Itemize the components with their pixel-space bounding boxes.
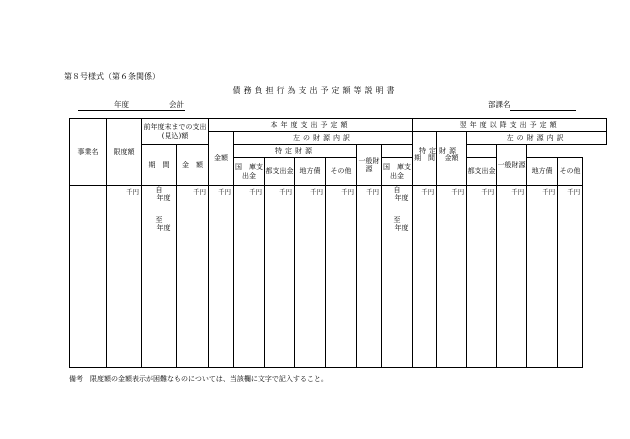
next-year-other-header: その他 [558,158,583,186]
next-year-period-cell [382,186,413,368]
this-year-amount-cell [209,186,234,368]
next-year-national-cell [437,186,467,368]
prior-amount-header: 金 額 [177,145,209,186]
this-year-prefectural-cell [265,186,295,368]
this-year-national-cell [234,186,265,368]
unit-label: 千円 [218,188,231,196]
footnote: 備考 限度額の金額表示が困難なものについては、当該欄に文字で記入すること。 [69,375,328,383]
next-year-amount-header: 金額 [437,132,467,186]
this-year-other-header: その他 [326,158,357,186]
next-year-bond-cell [497,186,527,368]
this-year-general-header: 一般財源 [357,145,382,186]
this-year-other-cell [326,186,357,368]
this-year-prefectural-header: 都支出金 [265,158,295,186]
to-year-label: 年度 [156,224,171,233]
unit-label: 千円 [451,188,465,196]
to-label: 至 [155,216,163,225]
from-year-label: 年度 [156,194,171,203]
unit-label: 千円 [542,188,556,196]
this-year-general-cell [357,186,382,368]
limit-amount-header: 限度額 [107,119,142,186]
department-label: 部課名 [488,100,511,109]
next-year-period-header: 期 間 [413,132,437,186]
account-label: 会計 [169,100,184,109]
from-year-label: 年度 [394,194,409,203]
form-number: 第８号様式（第６条関係） [64,72,160,81]
unit-label: 千円 [511,188,525,196]
project-name-header: 事業名 [70,119,107,186]
unit-label: 千円 [481,188,495,196]
this-year-funding-header: 左の財源内訳 [234,132,413,145]
this-year-bond-header: 地方債 [295,158,326,186]
this-year-bond-cell [295,186,326,368]
expenditure-table [69,118,607,368]
limit-amount-cell [107,186,142,368]
next-year-funding-header: 左の財源内訳 [467,132,607,145]
year-account-underline [78,110,185,111]
year-label: 年度 [114,100,129,109]
unit-label: 千円 [341,188,354,196]
to-year-label: 年度 [394,224,409,233]
prior-expenditure-header: 前年度末までの支出(見込)額 [142,119,209,145]
next-year-national-header: 国 庫支出金 [382,158,413,186]
this-year-amount-header: 金額 [209,132,234,186]
unit-label: 千円 [567,188,581,196]
unit-label: 千円 [310,188,323,196]
prior-period-header: 期 間 [142,145,177,186]
next-year-general-cell [558,186,583,368]
next-year-prefectural-cell [467,186,497,368]
from-label: 自 [155,186,163,194]
document-title: 債務負担行為支出予定額等説明書 [232,86,398,95]
next-year-general-header: 一般財源 [497,145,527,186]
department-underline [510,110,576,111]
unit-label: 千円 [279,188,292,196]
this-year-specific-header: 特定財源 [234,145,357,158]
unit-label: 千円 [193,188,206,196]
next-year-bond-header: 地方債 [527,158,558,186]
unit-label: 千円 [249,188,262,196]
unit-label: 千円 [366,188,379,196]
to-label: 至 [393,216,401,225]
next-year-specific-header: 特定財源 [382,145,497,158]
next-year-prefectural-header: 都支出金 [467,158,497,186]
project-name-cell [70,186,107,368]
from-label: 自 [393,186,401,194]
unit-label: 千円 [421,188,435,196]
unit-label: 千円 [126,188,139,196]
next-year-amount-cell [413,186,437,368]
this-year-national-header: 国 庫支出金 [234,158,265,186]
next-year-other-cell [527,186,558,368]
prior-amount-cell [177,186,209,368]
next-year-header: 翌年度以降支出予定額 [413,119,607,132]
prior-period-cell [142,186,177,368]
this-year-header: 本年度支出予定額 [209,119,413,132]
